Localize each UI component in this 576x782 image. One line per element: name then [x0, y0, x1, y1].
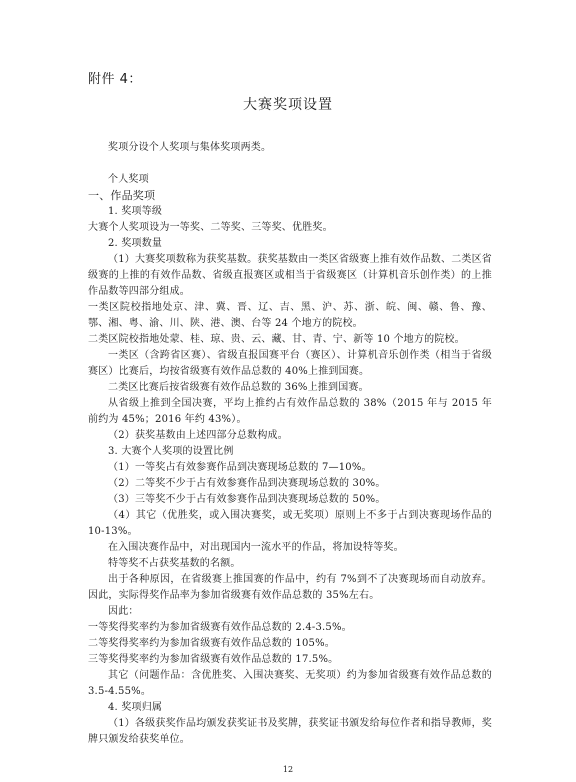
paragraph: 二类区院校指地处蒙、桂、琼、贵、云、藏、甘、青、宁、新等 10 个地方的院校。 [88, 334, 465, 345]
paragraph: 特等奖不占获奖基数的名额。 [108, 558, 241, 569]
paragraph: 3. 大赛个人奖项的设置比例 [108, 446, 234, 457]
section-heading: 一、作品奖项 [88, 189, 156, 202]
paragraph: 出于各种原因，在省级赛上推国赛的作品中，约有 7%到不了决赛现场而自动放弃。因此，实际得奖作品率为参加省级赛有效作品总数的 35%左右。 [88, 574, 492, 601]
document-title: 大赛奖项设置 [243, 97, 333, 113]
paragraph: 其它（问题作品：含优胜奖、入围决赛奖、无奖项）约为参加省级赛有效作品总数的 3.5-4.55%。 [88, 670, 492, 697]
paragraph: 一类区（含跨省区赛）、省级直报国赛平台（赛区）、计算机音乐创作类（相当于省级赛区）比赛后，均按省级赛有效作品总数的 40%上推到国赛。 [88, 350, 492, 377]
page-number: 12 [282, 765, 294, 774]
paragraph: 4. 奖项归属 [108, 702, 163, 713]
paragraph: 1. 奖项等级 [108, 206, 163, 217]
paragraph: 因此： [108, 606, 139, 617]
attachment-label: 附件 4： [88, 72, 142, 87]
paragraph: （2）获奖基数由上述四部分总数构成。 [108, 430, 288, 441]
paragraph: （3）三等奖不少于占有效参赛作品到决赛现场总数的 50%。 [108, 494, 386, 505]
document-body [88, 140, 492, 748]
paragraph [88, 156, 492, 172]
paragraph: （1）大赛奖项数称为获奖基数。获奖基数由一类区省级赛上推有效作品数、二类区省级赛的上推的有效作品数、省级直报赛区或相当于省级赛区（计算机音乐创作类）的上推作品数等四部分组成。 [88, 254, 492, 297]
paragraph: 一类区院校指地处京、津、冀、晋、辽、吉、黑、沪、苏、浙、皖、闽、赣、鲁、豫、鄂、湘、粤、渝、川、陕、港、澳、台等 24 个地方的院校。 [88, 302, 492, 329]
paragraph: 在入围决赛作品中，对出现国内一流水平的作品，将加设特等奖。 [108, 542, 404, 553]
paragraph: 三等奖得奖率约为参加省级赛有效作品总数的 17.5%。 [88, 654, 339, 665]
paragraph: 大赛个人奖项设为一等奖、二等奖、三等奖、优胜奖。 [88, 222, 333, 233]
paragraph: （1）一等奖占有效参赛作品到决赛现场总数的 7—10%。 [108, 462, 372, 473]
paragraph: 一等奖得奖率约为参加省级赛有效作品总数的 2.4-3.5%。 [88, 622, 352, 633]
paragraph: （2）二等奖不少于占有效参赛作品到决赛现场总数的 30%。 [108, 478, 386, 489]
paragraph: 奖项分设个人奖项与集体奖项两类。 [108, 142, 272, 153]
paragraph: 二类区比赛后按省级赛有效作品总数的 36%上推到国赛。 [108, 382, 369, 393]
paragraph: 二等奖得奖率约为参加省级赛有效作品总数的 105%。 [88, 638, 335, 649]
paragraph: 从省级上推到全国决赛，平均上推约占有效作品总数的 38%（2015 年与 2015 年前约为 45%；2016 年约 43%）。 [88, 398, 492, 425]
paragraph: （1）各级获奖作品均颁发获奖证书及奖牌，获奖证书颁发给每位作者和指导教师，奖牌只颁发给获奖单位。 [88, 718, 492, 745]
paragraph: 个人奖项 [108, 174, 149, 185]
paragraph: 2. 奖项数量 [108, 238, 163, 249]
paragraph: （4）其它（优胜奖，或入围决赛奖，或无奖项）原则上不多于占到决赛现场作品的 10-13%。 [88, 510, 492, 537]
